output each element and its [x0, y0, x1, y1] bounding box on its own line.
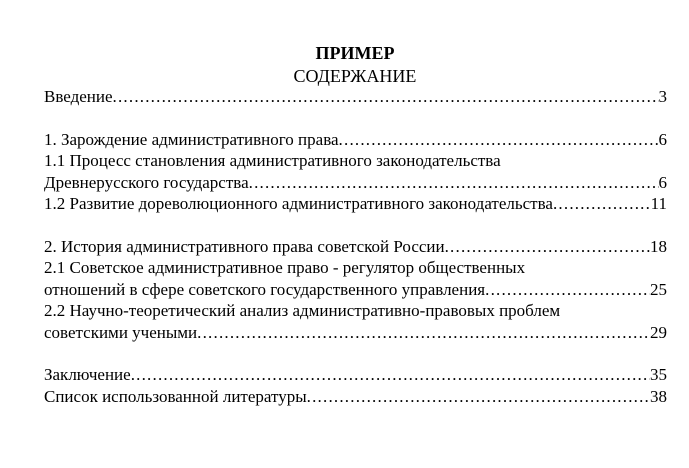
- toc-spacer: [44, 343, 667, 364]
- toc-entry-chapter-1: [44, 129, 667, 151]
- example-heading: ПРИМЕР: [315, 43, 395, 63]
- toc-entry-title: Список использованной литературы: [44, 386, 307, 406]
- toc-page-number: 18: [650, 236, 667, 256]
- toc-entry-title: советскими учеными: [44, 322, 198, 342]
- toc-page-number: 11: [650, 194, 667, 213]
- toc-entry-section-2-1: [44, 279, 667, 301]
- toc-entry-section-2-2: [44, 322, 667, 344]
- toc-page-number: 6: [658, 129, 667, 149]
- toc-entry-title: 1.2 Развитие дореволюционного административного законодательства: [44, 194, 553, 213]
- toc-entry-title: 2. История административного права советской России: [44, 236, 445, 256]
- toc-entry-conclusion: [44, 364, 667, 386]
- toc-entry-section-1-2: [44, 193, 667, 215]
- toc-entry-section-1-1: [44, 172, 667, 194]
- toc-entry-section-2-2-line1: 2.2 Научно-теоретический анализ административно-правовых проблем: [44, 301, 561, 320]
- toc-leader-dots: [307, 386, 650, 408]
- toc-leader-dots: [445, 236, 650, 258]
- toc-page-number: 3: [658, 87, 667, 106]
- toc-page-number: 29: [650, 322, 667, 342]
- toc-entry-title: 1. Зарождение административного права: [44, 129, 339, 149]
- toc-leader-dots: [113, 86, 659, 108]
- toc-page-number: 25: [650, 279, 667, 299]
- toc-entry-title: Введение: [44, 87, 113, 106]
- toc-leader-dots: [131, 364, 650, 386]
- toc-entry-chapter-2: [44, 236, 667, 258]
- toc-leader-dots: [197, 322, 650, 344]
- contents-heading: СОДЕРЖАНИЕ: [293, 66, 417, 86]
- toc-entry-title: Древнерусского государства: [44, 172, 249, 192]
- toc-page-number: 35: [650, 365, 667, 384]
- toc-page-number: 6: [658, 172, 667, 192]
- toc-page-number: 38: [650, 386, 667, 406]
- toc-leader-dots: [553, 193, 651, 215]
- toc-leader-dots: [249, 172, 659, 194]
- toc-entry-section-1-1-line1: 1.1 Процесс становления административного законодательства: [44, 151, 501, 170]
- toc-entry-title: Заключение: [44, 365, 131, 384]
- toc-leader-dots: [339, 129, 659, 151]
- table-of-contents: [44, 86, 667, 407]
- toc-leader-dots: [485, 279, 650, 301]
- toc-entry-title: отношений в сфере советского государственного управления: [44, 279, 486, 299]
- toc-entry-bibliography: [44, 386, 667, 408]
- toc-entry-introduction: [44, 86, 667, 108]
- toc-spacer: [44, 108, 667, 129]
- toc-entry-section-2-1-line1: 2.1 Советское административное право - регулятор общественных: [44, 258, 526, 277]
- toc-spacer: [44, 215, 667, 236]
